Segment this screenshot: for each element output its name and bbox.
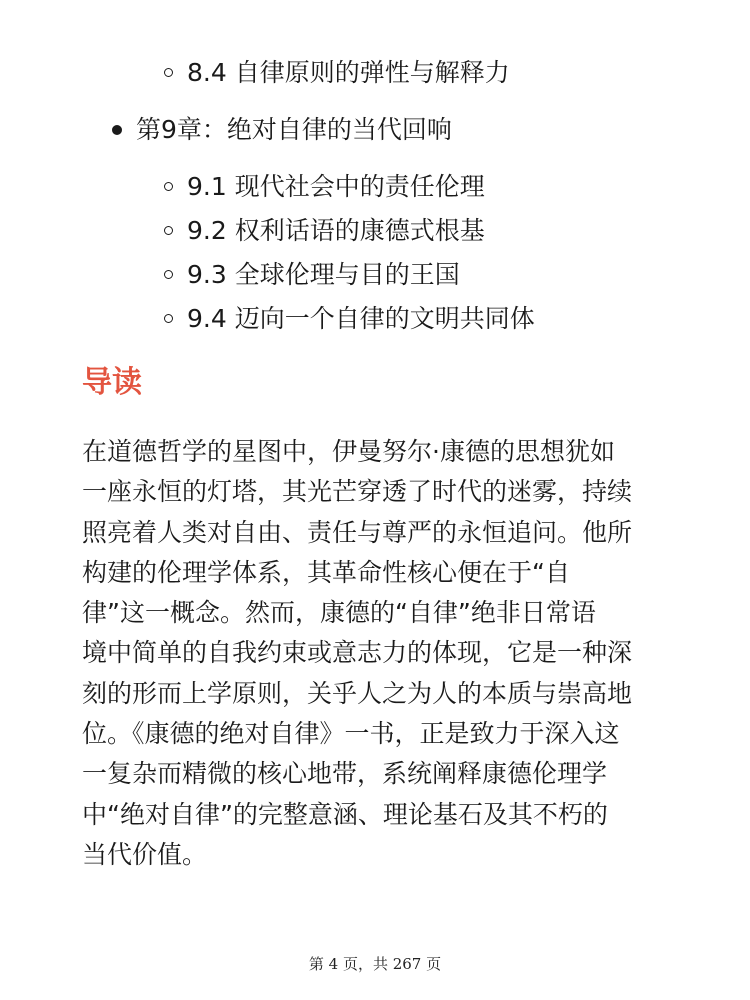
- toc-sub-item: [164, 174, 485, 199]
- toc-item-text: 9.3 全球伦理与目的王国: [187, 260, 460, 289]
- paragraph-line: 律”这一概念。然而，康德的“自律”绝非日常语: [82, 598, 596, 628]
- toc-sub-item: [164, 60, 510, 85]
- toc-sub-item: [164, 218, 485, 243]
- toc-item-text: 9.2 权利话语的康德式根基: [187, 216, 485, 245]
- toc-item-text: 第9章：绝对自律的当代回响: [136, 115, 452, 144]
- hollow-bullet-icon: [164, 314, 173, 323]
- filled-bullet-icon: [112, 125, 122, 135]
- paragraph-line: 一座永恒的灯塔，其光芒穿透了时代的迷雾，持续: [82, 477, 633, 507]
- page-number-footer: 第 4 页，共 267 页: [308, 955, 442, 973]
- section-heading: 导读: [82, 365, 142, 400]
- paragraph-line: 境中简单的自我约束或意志力的体现，它是一种深: [82, 638, 633, 668]
- toc-item-text: 9.4 迈向一个自律的文明共同体: [187, 304, 535, 333]
- hollow-bullet-icon: [164, 182, 173, 191]
- toc-sub-item: [164, 306, 535, 331]
- paragraph-line: 位。《康德的绝对自律》一书，正是致力于深入这: [82, 719, 620, 749]
- paragraph-line: 中“绝对自律”的完整意涵、理论基石及其不朽的: [82, 799, 608, 829]
- toc-chapter-item: [112, 117, 452, 142]
- paragraph-line: 一复杂而精微的核心地带，系统阐释康德伦理学: [82, 759, 608, 789]
- paragraph-line: 当代价值。: [82, 839, 208, 869]
- paragraph-line: 构建的伦理学体系，其革命性核心便在于“自: [82, 557, 570, 587]
- hollow-bullet-icon: [164, 226, 173, 235]
- paragraph-line: 照亮着人类对自由、责任与尊严的永恒追问。他所: [82, 517, 633, 547]
- intro-paragraph: [82, 432, 672, 875]
- paragraph-line: 刻的形而上学原则，关乎人之为人的本质与崇高地: [82, 678, 633, 708]
- toc-item-text: 9.1 现代社会中的责任伦理: [187, 172, 485, 201]
- toc-item-text: 8.4 自律原则的弹性与解释力: [187, 58, 510, 87]
- hollow-bullet-icon: [164, 68, 173, 77]
- paragraph-line: 在道德哲学的星图中，伊曼努尔·康德的思想犹如: [82, 437, 615, 466]
- hollow-bullet-icon: [164, 270, 173, 279]
- toc-sub-item: [164, 262, 460, 287]
